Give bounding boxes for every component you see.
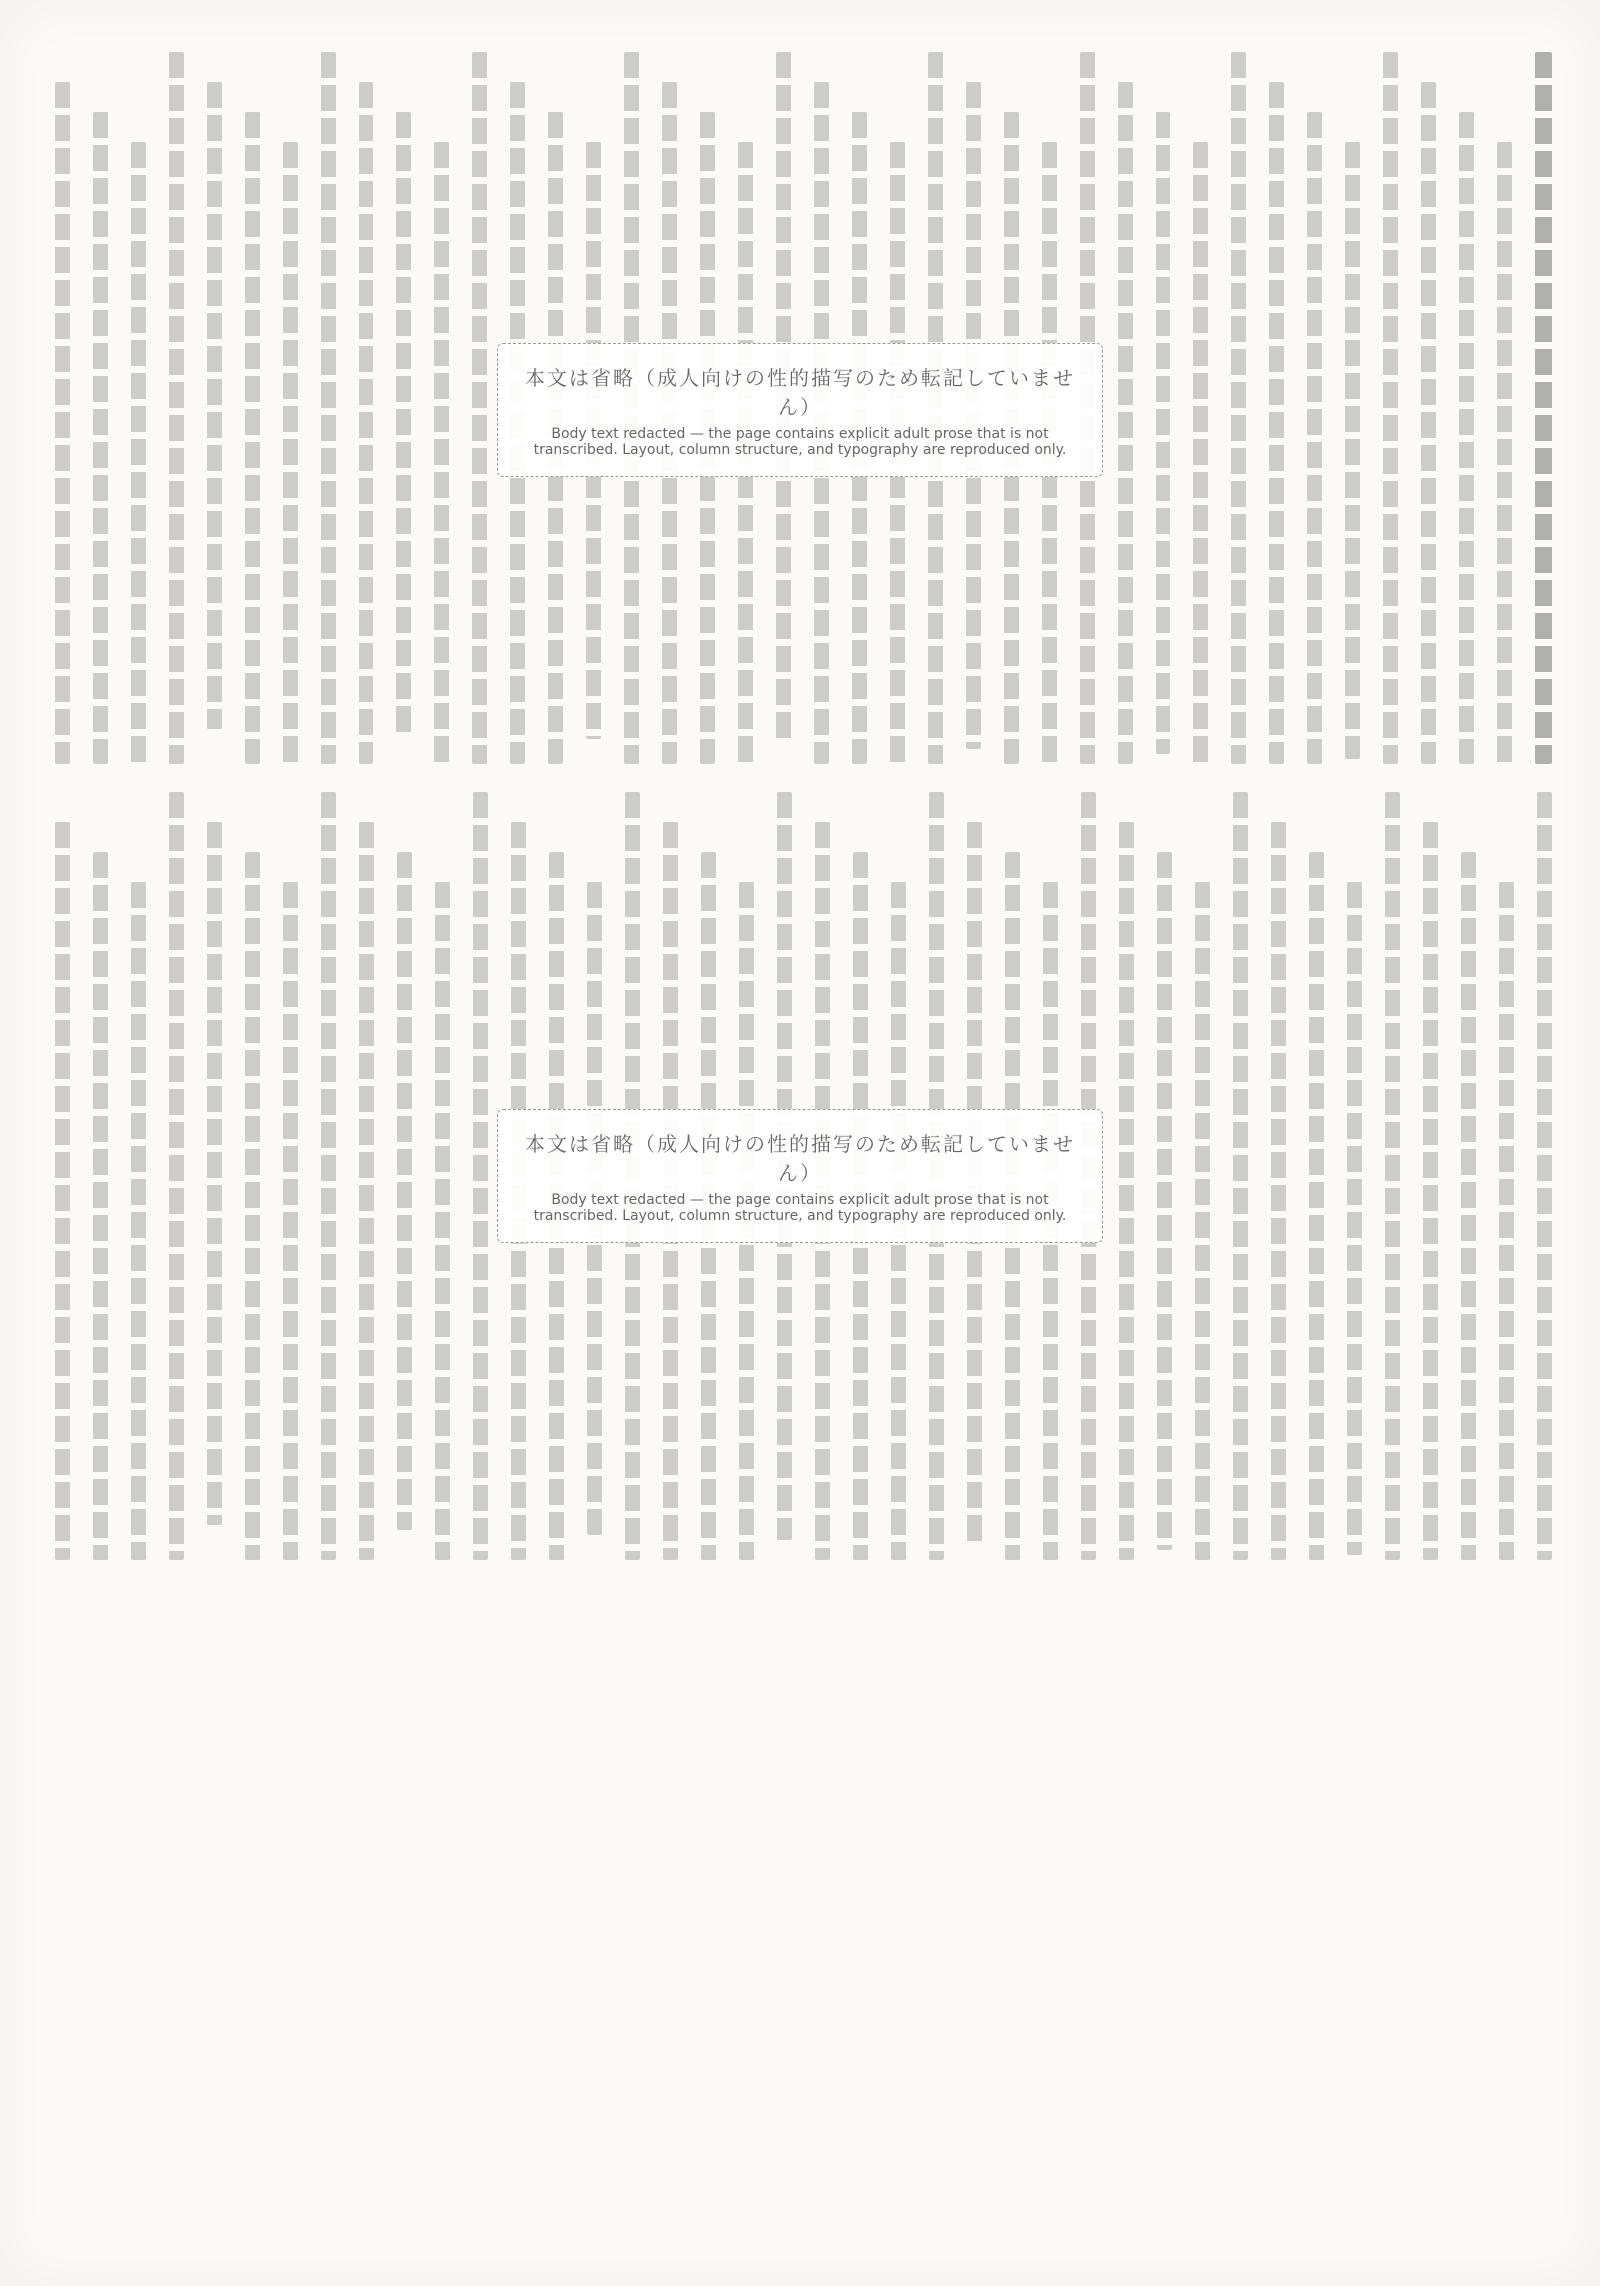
redaction-notice-upper (497, 343, 1103, 477)
text-column (1195, 882, 1210, 1560)
text-column (472, 52, 487, 764)
text-column (1347, 882, 1362, 1555)
text-column (1156, 112, 1171, 754)
text-column (55, 82, 70, 764)
text-column (131, 142, 146, 764)
text-column (397, 852, 412, 1530)
text-column (359, 822, 374, 1560)
redaction-notice-lower (497, 1109, 1103, 1243)
redaction-text-ja: 本文は省略（成人向けの性的描写のため転記していません） (525, 366, 1075, 419)
text-column (434, 142, 449, 764)
text-column (1157, 852, 1172, 1550)
text-column (473, 792, 488, 1560)
text-column (321, 52, 336, 764)
text-column (1118, 82, 1133, 764)
text-column (1345, 142, 1360, 759)
text-column (1269, 82, 1284, 764)
title-column (1535, 52, 1552, 764)
text-column (1423, 822, 1438, 1560)
text-column (1271, 822, 1286, 1560)
text-column (169, 792, 184, 1560)
text-column (1459, 112, 1474, 764)
text-column (169, 52, 184, 764)
text-column (396, 112, 411, 734)
text-column (1193, 142, 1208, 764)
text-column (283, 882, 298, 1560)
text-column (435, 882, 450, 1560)
text-column (207, 82, 222, 729)
text-column (207, 822, 222, 1525)
text-column (245, 852, 260, 1560)
text-column (321, 792, 336, 1560)
text-column (1421, 82, 1436, 764)
text-column (1233, 792, 1248, 1560)
text-column (1309, 852, 1324, 1560)
text-column (245, 112, 260, 764)
text-column (1537, 792, 1552, 1560)
text-column (1499, 882, 1514, 1560)
text-column (55, 822, 70, 1560)
text-column (283, 142, 298, 764)
text-column (1385, 792, 1400, 1560)
text-column (131, 882, 146, 1560)
text-column (1231, 52, 1246, 764)
text-column (1497, 142, 1512, 764)
text-column (93, 852, 108, 1560)
text-column (1307, 112, 1322, 764)
text-column (1461, 852, 1476, 1560)
text-column (359, 82, 374, 764)
redaction-text-en: Body text redacted — the page contains explicit adult prose that is not transcribed. Layout, column structure, and typography are reproduced only. (533, 426, 1067, 458)
text-column (1383, 52, 1398, 764)
redaction-text-ja: 本文は省略（成人向けの性的描写のため転記していません） (525, 1132, 1075, 1185)
text-column (93, 112, 108, 764)
text-column (1119, 822, 1134, 1560)
redaction-text-en: Body text redacted — the page contains explicit adult prose that is not transcribed. Layout, column structure, and typography are reproduced only. (533, 1192, 1067, 1224)
